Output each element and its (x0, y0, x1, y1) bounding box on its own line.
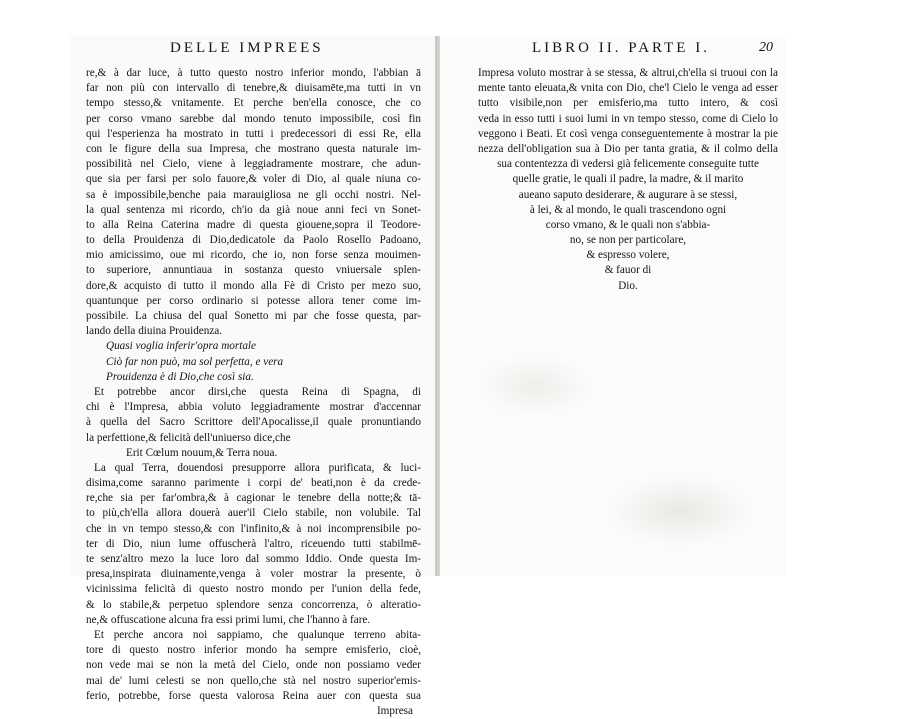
text-line: possibilità nel Cielo, viene à leggiadramente mostrare, che adun- (86, 158, 421, 171)
text-line: & fauor di (604, 264, 652, 277)
text-line: vicinissima felicità di questo nostro mondo per l'union della fede, (86, 583, 421, 596)
left-page-text (86, 66, 421, 719)
text-line: quantunque per corso ordinario si potesse allora tener come im- (86, 294, 421, 307)
text-line: que sia per farsi per solo fauore,& voler di Dio, al quale niuna co- (86, 173, 421, 186)
text-line: veda in esso tutti i suoi lumi in vn tempo stesso, come di Cielo lo (478, 112, 778, 125)
text-line: che in vn tempo stesso,& con l'infinito,& à noi incomprensibile po- (86, 522, 421, 535)
verse-line: Quasi voglia inferir'opra mortale (106, 340, 257, 353)
text-line: mente tanto eleuata,& vnita con Dio, che'l Cielo le venga ad esser (478, 82, 778, 95)
text-line: re,che sia per far'ombra,& à cagionar le tenebre della notte;& tā- (86, 492, 421, 505)
text-line: re,& à dar luce, à tutto questo nostro inferior mondo, l'abbian ā (86, 67, 421, 79)
text-line: to superiore, annuntiaua in sostanza questo vniuersale splen- (86, 264, 421, 277)
paper-stain (610, 476, 750, 546)
text-line: Et perche ancora noi sappiamo, che qualunque terreno abita- (94, 628, 421, 641)
verse-line: Ciò far non può, ma sol perfetta, e vera (106, 355, 284, 368)
text-line: qui l'esperienza ha mostrato in tutti i predecessori di essi Re, ella (86, 127, 421, 140)
text-line: mio amicissimo, oue mi ricordo, che io, non forse senza mouimen- (86, 249, 421, 262)
text-line: far non più con intervallo di tenebre,& diuisamēte,ma tutti in vn (86, 82, 421, 95)
text-line: possibile. La chiusa del qual Sonetto mi par che fosse questa, par- (86, 310, 421, 322)
text-line: tutto visibile,non per emisferio,ma tutto intero, & così (478, 97, 778, 110)
text-line: & lo stabile,& perpetuo splendore senza concorrenza, ò alteratio- (86, 598, 421, 611)
text-line: aueano saputo desiderare, & augurare à se stessi, (518, 188, 738, 201)
text-line: à quella del Sacro Scrittore dell'Apocalisse,il quale pronuntiando (86, 416, 421, 429)
text-line: à lei, & al mondo, le quali trascendono ogni (529, 203, 727, 216)
text-line: Et potrebbe ancor dirsi,che questa Reina di Spagna, di (94, 385, 421, 398)
text-line: Impresa voluto mostrar à se stessa, & altrui,ch'ella si truoui con la (478, 67, 778, 79)
text-line: non vede mai se non la metà del Cielo, onde non possiamo veder (86, 659, 421, 672)
text-line: per corso vmano sarebbe dal mondo tenuto impossibile, così fin (86, 112, 421, 125)
text-line: te senz'altro mezo la luce loro dal sommo Iddio. Onde questa Im- (86, 553, 421, 565)
text-line: la perfettione,& felicità dell'uniuerso dice,che (86, 431, 291, 444)
latin-quote: Erit Cœlum nouum,& Terra noua. (126, 446, 278, 459)
right-page (440, 36, 785, 576)
text-line: presa,inspirata diuinamente,venga à voler mostrar la presente, ò (86, 568, 421, 581)
text-line: tore di questo nostro inferior mondo ha sempre emisferio, cioè, (86, 644, 421, 657)
left-page (70, 36, 435, 717)
text-line: corso vmano, & le quali non s'abbia- (545, 218, 711, 231)
text-line: ferio, potrebbe, forse questa valorosa Reina auer con questa sua (86, 689, 421, 702)
text-line: La qual Terra, douendosi presupporre allora purificata, & luci- (94, 461, 421, 474)
right-running-head: LIBRO II. PARTE I. (532, 40, 710, 56)
left-running-head: DELLE IMPREES (170, 40, 324, 56)
text-line: sa è impossibile,benche paia marauigliosa ne gli occhi nostri. Nel- (86, 188, 421, 201)
text-line: ne,& offuscatione alcuna fra essi primi lumi, che l'hanno à fare. (86, 613, 371, 626)
paper-stain (480, 356, 590, 416)
text-line: to più,ch'ella allora douerà auer'il Cielo stabile, non volubile. Tal (86, 507, 421, 520)
text-line: disima,come saranno parimente i corpi de' beati,non è da crede- (86, 477, 421, 490)
text-line: dore,& acquisto di tutto il mondo alla Fè di Cristo per mezo suo, (86, 279, 421, 292)
verse-line: Prouidenza è di Dio,che così sia. (106, 370, 254, 383)
text-line: la qual sentenza mi ricordo, ch'io da già noue anni feci vn Sonet- (86, 203, 421, 216)
text-line: to alla Reina Caterina madre di questa giouene,sopra il Teodore- (86, 218, 421, 231)
text-line: no, se non per particolare, (569, 234, 687, 247)
page-number: 20 (759, 40, 773, 55)
text-line: con le figure della sua Impresa, che mostrano questa naturale im- (86, 142, 421, 155)
text-line: quelle gratie, le quali il padre, la madre, & il marito (512, 173, 744, 186)
right-page-text (478, 66, 778, 294)
text-line: sua contentezza di vedersi già felicemente conseguite tutte (497, 158, 759, 171)
text-line: veggono i Beati. Et così venga conseguentemente à mostrar la pie (478, 127, 778, 140)
text-line: to della Prouidenza di Dio,dedicatole da Paolo Rosello Padoano, (86, 234, 421, 247)
text-line: chi è l'Impresa, abbia voluto leggiadramente mostrar d'accennar (86, 401, 421, 414)
catchword: Impresa (376, 704, 413, 717)
text-line: tempo stesso,& vnitamente. Et perche ben'ella conosce, che co (86, 97, 421, 110)
text-line: lando della diuina Prouidenza. (86, 325, 223, 338)
text-line: ter di Dio, niun lume offuscherà l'altro, riceuendo tutti stabilmē- (86, 537, 421, 550)
text-line: mai de' lumi celesti se non quello,che stà nel nostro superior'emis- (86, 674, 421, 687)
text-line: Dio. (618, 279, 638, 292)
text-line: & espresso volere, (586, 249, 670, 262)
text-line: nezza dell'obligation sua à Dio per tanta gratia, & il colmo della (478, 142, 778, 155)
